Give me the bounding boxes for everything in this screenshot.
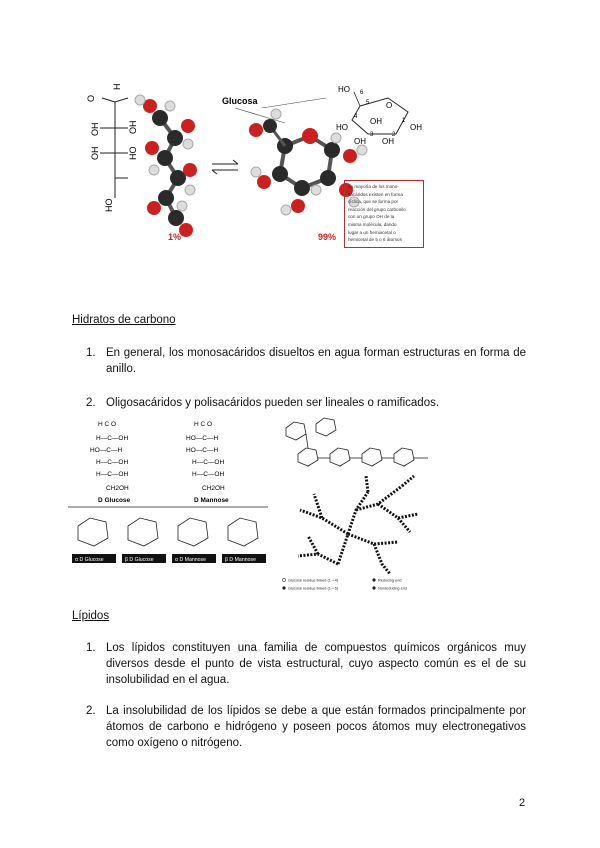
fischer-line: HO—C—H: [90, 447, 123, 454]
ring-label: β D Glucose: [125, 557, 154, 563]
chain-label: OH: [128, 120, 138, 134]
haworth-label: OH: [354, 137, 366, 146]
caption-line: con un grupo OH de la: [348, 214, 395, 220]
label-d-mannose: D Mannose: [194, 497, 229, 504]
ring-label: α D Glucose: [75, 557, 104, 563]
list-item: [80, 703, 526, 751]
page-number: 2: [519, 797, 526, 809]
glucosa-label: Glucosa: [222, 96, 258, 106]
open-chain-structure: [86, 84, 138, 213]
sugar-structures-figure: [68, 414, 268, 574]
haworth-label: 6: [360, 90, 364, 96]
section-heading-lipids: Lípidos: [72, 610, 110, 622]
legend-item: Reducing end: [378, 578, 402, 583]
list-item-text: La insolubilidad de los lípidos se debe a que están formados principalmente por átomos de carbono e hidrógeno y poseen pocos átomos muy electronegativos como oxígeno o nitrógeno.: [106, 705, 526, 749]
section-heading-carbohydrates: Hidratos de carbono: [72, 314, 176, 326]
glycogen-legend: [282, 578, 407, 590]
haworth-structure: [336, 85, 422, 146]
ring-label: α D Mannose: [175, 557, 206, 563]
legend-item: Glucose residue linked (1→6): [288, 586, 339, 591]
haworth-label: O: [386, 101, 393, 110]
fischer-mannose: [186, 421, 225, 492]
list-item-number: 2.: [86, 397, 96, 409]
caption-line: sacáridos existen en forma: [348, 191, 403, 197]
chain-label: HO: [128, 146, 138, 160]
haworth-label: 4: [354, 114, 358, 120]
haworth-label: 5: [366, 100, 370, 106]
chain-label: O: [86, 94, 96, 102]
percent-ring: 99%: [318, 232, 337, 242]
haworth-label: 2: [392, 132, 396, 138]
chain-label: HO: [104, 198, 114, 212]
caption-line: hemicetal de 5 o 6 átomos: [348, 237, 402, 243]
caption-line: misma molécula, dando: [348, 221, 397, 227]
equilibrium-arrows: [212, 160, 238, 174]
fischer-line: H—C—OH: [96, 435, 129, 442]
haworth-label: HO: [336, 123, 348, 132]
chain-label: OH: [90, 122, 100, 136]
list-item: [80, 345, 526, 377]
legend-item: Nonreducing end: [378, 586, 407, 591]
glycogen-figure: [278, 414, 436, 594]
carbohydrates-list: [80, 345, 526, 411]
caption-line: cíclica, que se forma por: [348, 199, 399, 205]
caption-line: lugar a un hemiacetal o: [348, 229, 396, 235]
fischer-glucose: [90, 421, 129, 492]
fischer-line: CH2OH: [202, 485, 225, 492]
list-item: [80, 640, 526, 688]
fischer-line: H—C—OH: [96, 471, 129, 478]
label-d-glucose: D Glucose: [98, 497, 131, 504]
fischer-line: H—C—OH: [192, 471, 225, 478]
oligosaccharide-chain: [286, 418, 428, 466]
glucose-equilibrium-figure: [70, 78, 530, 258]
list-item-text: Oligosacáridos y polisacáridos pueden ser lineales o ramificados.: [106, 397, 440, 409]
haworth-label: OH: [382, 137, 394, 146]
fischer-line: H C O: [194, 421, 213, 428]
percent-open-chain: 1%: [168, 232, 182, 242]
ring-label: β D Mannose: [225, 557, 256, 563]
haworth-label: HO: [338, 85, 350, 94]
haworth-label: 3: [370, 132, 374, 138]
list-item-number: 1.: [86, 642, 96, 654]
caption-line: La mayoría de los mono-: [348, 184, 399, 189]
fischer-line: CH2OH: [106, 485, 129, 492]
lipids-list: [80, 640, 526, 751]
fischer-line: HO—C—H: [186, 435, 219, 442]
haworth-label: 1: [402, 118, 406, 124]
list-item: [80, 395, 526, 411]
caption-line: reacción del grupo carbonilo: [348, 206, 406, 212]
list-item-text: En general, los monosacáridos disueltos en agua forman estructuras en forma de anillo.: [106, 347, 526, 375]
haworth-label: OH: [410, 123, 422, 132]
glycogen-tree: [298, 476, 418, 574]
chain-label: OH: [90, 146, 100, 160]
ring-labels: [72, 554, 266, 563]
list-item-number: 2.: [86, 705, 96, 717]
glucose-caption-box: [344, 180, 424, 248]
fischer-line: H—C—OH: [96, 459, 129, 466]
ring-sugars: [78, 518, 258, 546]
fischer-line: H—C—OH: [192, 459, 225, 466]
ball-stick-open-chain: [135, 95, 197, 237]
haworth-label: OH: [370, 117, 382, 126]
legend-item: Glucose residue linked (1→4): [288, 578, 339, 583]
list-item-number: 1.: [86, 347, 96, 359]
fischer-line: H C O: [98, 421, 117, 428]
fischer-line: HO—C—H: [186, 447, 219, 454]
list-item-text: Los lípidos constituyen una familia de compuestos químicos orgánicos muy diversos desde el punto de vista estructural, cuyo aspecto común es el de su insolubilidad en el agua.: [106, 642, 526, 686]
chain-label: H: [112, 83, 122, 90]
